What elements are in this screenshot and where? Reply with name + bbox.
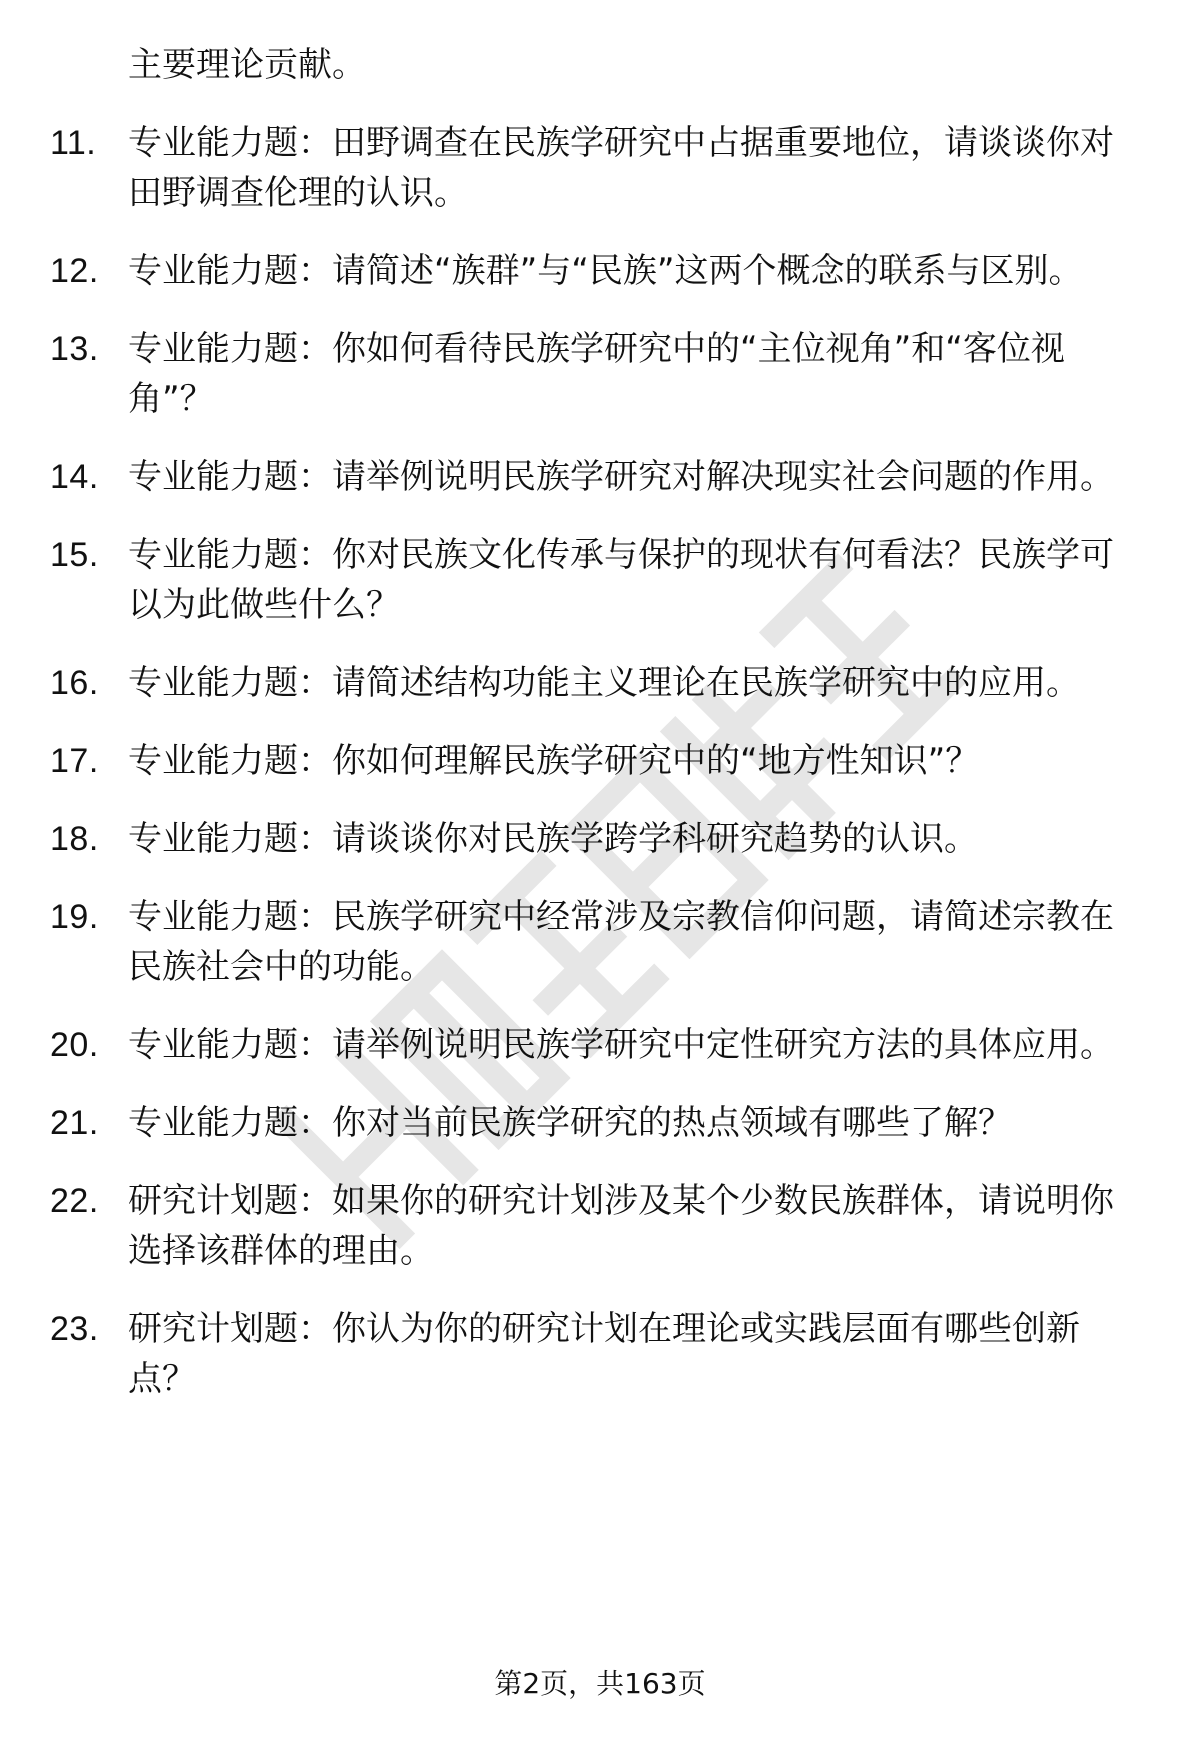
question-number: 23. xyxy=(50,1310,99,1348)
question-text: 专业能力题：请简述结构功能主义理论在民族学研究中的应用。 xyxy=(128,663,1080,703)
question-number: 20. xyxy=(50,1026,99,1064)
question-item xyxy=(0,324,1200,424)
question-item xyxy=(0,736,1200,786)
question-number: 19. xyxy=(50,898,99,936)
question-text: 专业能力题：请简述“族群”与“民族”这两个概念的联系与区别。 xyxy=(128,251,1083,291)
question-item xyxy=(0,1304,1200,1404)
question-text: 研究计划题：你认为你的研究计划在理论或实践层面有哪些创新点？ xyxy=(128,1309,1080,1399)
question-number: 22. xyxy=(50,1182,99,1220)
question-item xyxy=(0,246,1200,296)
question-item xyxy=(0,530,1200,630)
question-item xyxy=(0,118,1200,218)
question-number: 15. xyxy=(50,536,99,574)
question-number: 11. xyxy=(50,124,97,162)
question-number: 14. xyxy=(50,458,99,496)
question-number: 16. xyxy=(50,664,99,702)
question-number: 17. xyxy=(50,742,99,780)
question-item xyxy=(0,1098,1200,1148)
question-text: 研究计划题：如果你的研究计划涉及某个少数民族群体，请说明你选择该群体的理由。 xyxy=(128,1181,1114,1271)
continuation-text: 主要理论贡献。 xyxy=(128,45,366,85)
question-text: 专业能力题：你如何看待民族学研究中的“主位视角”和“客位视角”？ xyxy=(128,329,1065,419)
question-number: 18. xyxy=(50,820,99,858)
question-text: 专业能力题：请举例说明民族学研究中定性研究方法的具体应用。 xyxy=(128,1025,1114,1065)
question-item xyxy=(0,892,1200,992)
page-footer xyxy=(0,1664,1200,1704)
question-text: 专业能力题：你对民族文化传承与保护的现状有何看法？民族学可以为此做些什么？ xyxy=(128,535,1114,625)
question-item xyxy=(0,658,1200,708)
question-text: 专业能力题：民族学研究中经常涉及宗教信仰问题，请简述宗教在民族社会中的功能。 xyxy=(128,897,1114,987)
page-number-label: 第2页，共163页 xyxy=(494,1667,706,1700)
question-number: 21. xyxy=(50,1104,99,1142)
question-list xyxy=(0,118,1200,1404)
question-item xyxy=(0,1176,1200,1276)
question-text: 专业能力题：你对当前民族学研究的热点领域有哪些了解？ xyxy=(128,1103,1012,1143)
question-number: 12. xyxy=(50,252,99,290)
question-text: 专业能力题：请举例说明民族学研究对解决现实社会问题的作用。 xyxy=(128,457,1114,497)
question-text: 专业能力题：你如何理解民族学研究中的“地方性知识”？ xyxy=(128,741,980,781)
question-number: 13. xyxy=(50,330,99,368)
question-item xyxy=(0,1020,1200,1070)
page-content xyxy=(0,40,1200,1432)
question-text: 专业能力题：田野调查在民族学研究中占据重要地位，请谈谈你对田野调查伦理的认识。 xyxy=(128,123,1114,213)
question-item xyxy=(0,452,1200,502)
question-item xyxy=(0,814,1200,864)
question-text: 专业能力题：请谈谈你对民族学跨学科研究趋势的认识。 xyxy=(128,819,978,859)
